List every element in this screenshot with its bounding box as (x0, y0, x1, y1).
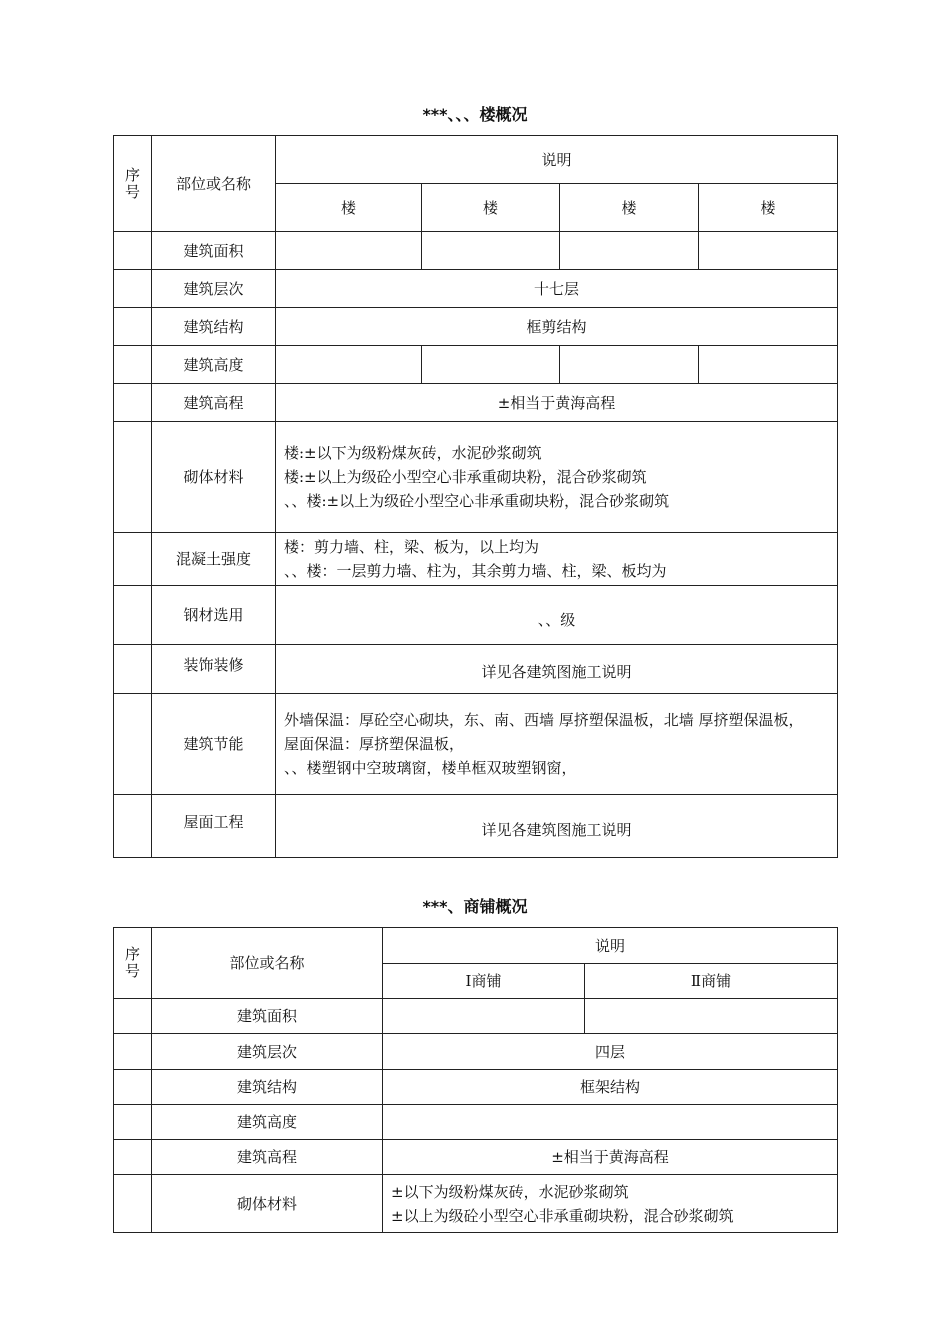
row-value-multiline (276, 422, 838, 533)
value-cell (276, 232, 422, 270)
table-row (114, 384, 838, 422)
seq-header: 序 号 (114, 928, 152, 999)
row-name: 建筑面积 (152, 999, 383, 1034)
building-header: 楼 (699, 184, 838, 232)
text-line: ±以下为级粉煤灰砖，水泥砂浆砌筑 (391, 1182, 629, 1201)
value-cell (699, 232, 838, 270)
building-header: 楼 (560, 184, 699, 232)
table-row (114, 346, 838, 384)
row-value-multiline (276, 533, 838, 586)
building-header: 楼 (276, 184, 422, 232)
table-row (114, 270, 838, 308)
row-name: 建筑层次 (152, 270, 276, 308)
table-row (114, 645, 838, 694)
text-line: 屋面保温：厚挤塑保温板， (284, 735, 465, 753)
row-name: 钢材选用 (152, 586, 276, 645)
row-name: 屋面工程 (152, 795, 276, 858)
row-name: 建筑高度 (152, 346, 276, 384)
row-value: ±相当于黄海高程 (383, 1140, 838, 1175)
building-header: 楼 (422, 184, 560, 232)
table-row (114, 232, 838, 270)
value-cell (585, 999, 838, 1034)
text-line: 、、楼：一层剪力墙、柱为，其余剪力墙、柱，梁、板均为 (284, 562, 667, 580)
seq-cell (114, 1140, 152, 1175)
value-cell (276, 346, 422, 384)
table-row (114, 533, 838, 586)
seq-cell (114, 270, 152, 308)
seq-cell (114, 232, 152, 270)
table-row (114, 422, 838, 533)
row-name: 建筑面积 (152, 232, 276, 270)
seq-cell (114, 384, 152, 422)
seq-cell (114, 533, 152, 586)
seq-cell (114, 308, 152, 346)
value-cell (422, 232, 560, 270)
row-name: 砌体材料 (152, 1175, 383, 1233)
text-line: 外墙保温：厚砼空心砌块，东、南、西墙 厚挤塑保温板，北墙 厚挤塑保温板， (284, 711, 804, 729)
text-line: 楼:±以上为级砼小型空心非承重砌块粉，混合砂浆砌筑 (284, 468, 647, 486)
row-value: 十七层 (276, 270, 838, 308)
text-line: 楼：剪力墙、柱，梁、板为，以上均为 (284, 538, 540, 556)
table-row (114, 1140, 838, 1175)
seq-cell (114, 1175, 152, 1233)
table-row (114, 1105, 838, 1140)
part-header: 部位或名称 (152, 136, 276, 232)
text-line: ±以上为级砼小型空心非承重砌块粉，混合砂浆砌筑 (391, 1206, 734, 1225)
row-value (383, 1105, 838, 1140)
row-name: 建筑节能 (152, 694, 276, 795)
row-name: 建筑层次 (152, 1034, 383, 1070)
row-value-multiline (383, 1175, 838, 1233)
row-name: 建筑结构 (152, 308, 276, 346)
value-cell (383, 999, 585, 1034)
part-header: 部位或名称 (152, 928, 383, 999)
row-name: 砌体材料 (152, 422, 276, 533)
row-value: 四层 (383, 1034, 838, 1070)
seq-cell (114, 1070, 152, 1105)
text-line: 楼:±以下为级粉煤灰砖，水泥砂浆砌筑 (284, 444, 542, 462)
table-row (114, 795, 838, 858)
value-cell (422, 346, 560, 384)
row-name: 装饰装修 (152, 645, 276, 694)
row-value: ±相当于黄海高程 (276, 384, 838, 422)
value-cell (699, 346, 838, 384)
seq-cell (114, 999, 152, 1034)
row-name: 建筑高程 (152, 1140, 383, 1175)
row-value: 详见各建筑图施工说明 (276, 795, 838, 858)
shop-header: Ⅰ商铺 (383, 964, 585, 999)
row-name: 建筑结构 (152, 1070, 383, 1105)
seq-cell (114, 694, 152, 795)
table-row (114, 586, 838, 645)
seq-cell (114, 346, 152, 384)
row-value-multiline (276, 694, 838, 795)
desc-header: 说明 (276, 136, 838, 184)
buildings-overview-table (113, 135, 838, 858)
table-row (114, 308, 838, 346)
row-value: 、、级 (276, 586, 838, 645)
row-name: 建筑高程 (152, 384, 276, 422)
shop-header: Ⅱ商铺 (585, 964, 838, 999)
seq-cell (114, 1105, 152, 1140)
row-name: 混凝土强度 (152, 533, 276, 586)
seq-cell (114, 795, 152, 858)
seq-cell (114, 1034, 152, 1070)
shops-overview-table (113, 927, 838, 1233)
section-title-buildings: ***、、、楼概况 (422, 105, 528, 124)
section-title-shops: ***、商铺概况 (422, 897, 528, 916)
row-value: 框剪结构 (276, 308, 838, 346)
value-cell (560, 346, 699, 384)
table-row (114, 999, 838, 1034)
row-value: 详见各建筑图施工说明 (276, 645, 838, 694)
seq-header: 序 号 (114, 136, 152, 232)
table-row (114, 1070, 838, 1105)
seq-cell (114, 422, 152, 533)
table-row (114, 1034, 838, 1070)
table-row (114, 694, 838, 795)
value-cell (560, 232, 699, 270)
text-line: 、、楼:±以上为级砼小型空心非承重砌块粉，混合砂浆砌筑 (284, 492, 670, 510)
text-line: 、、楼塑钢中空玻璃窗，楼单框双玻塑钢窗， (284, 759, 577, 777)
table-row (114, 1175, 838, 1233)
row-name: 建筑高度 (152, 1105, 383, 1140)
desc-header: 说明 (383, 928, 838, 964)
seq-cell (114, 586, 152, 645)
row-value: 框架结构 (383, 1070, 838, 1105)
seq-cell (114, 645, 152, 694)
